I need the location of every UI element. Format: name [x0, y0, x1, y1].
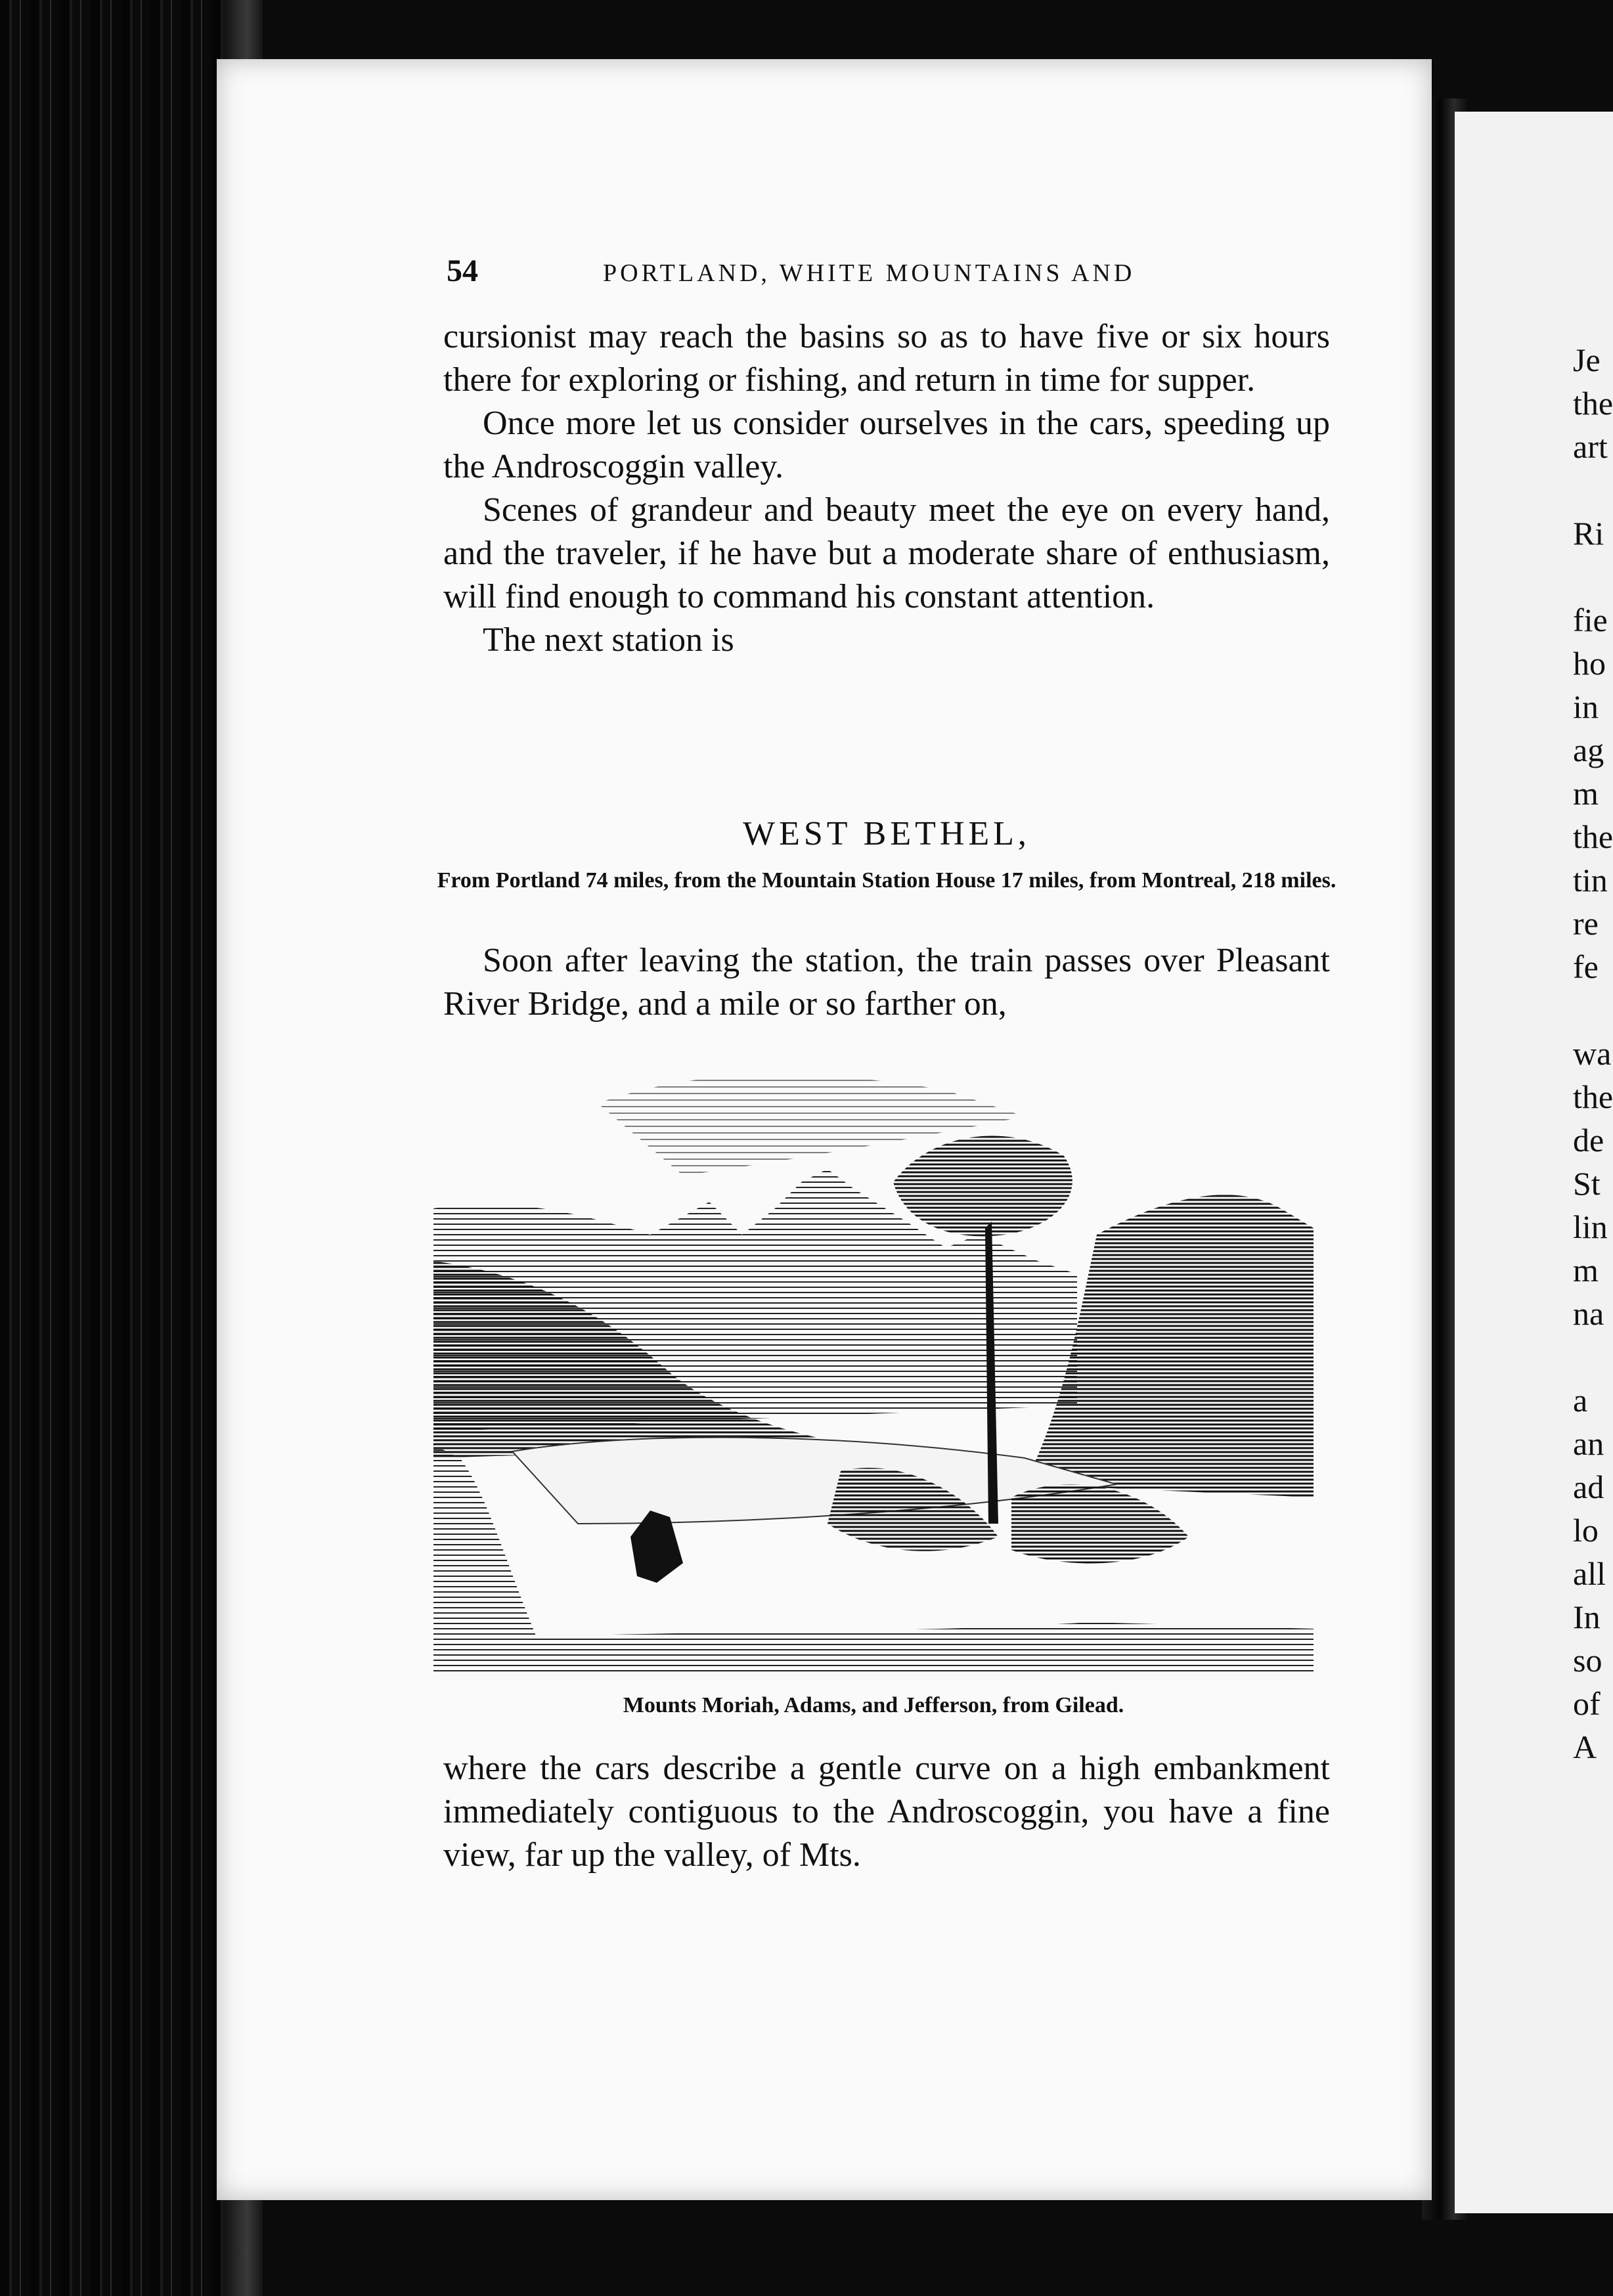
- body-text-bottom: [443, 1747, 1330, 1877]
- facing-line: St: [1573, 1165, 1601, 1202]
- facing-line: Ri: [1573, 515, 1604, 552]
- facing-line: lo: [1573, 1512, 1599, 1549]
- facing-line: A: [1573, 1729, 1597, 1765]
- station-distances: From Portland 74 miles, from the Mountain Station House 17 miles, from Montreal, 218 miles.: [437, 868, 1337, 893]
- paragraph: where the cars describe a gentle curve on a high embankment immediately contiguous to the Androscoggin, you have a fine view, far up the valley, of Mts.: [443, 1750, 1330, 1874]
- facing-line: m: [1573, 775, 1599, 812]
- facing-line: re: [1573, 905, 1599, 942]
- facing-line: lin: [1573, 1208, 1608, 1245]
- facing-line: na: [1573, 1295, 1604, 1332]
- facing-line: the: [1573, 818, 1613, 855]
- body-text-middle: [443, 939, 1330, 1026]
- body-text-top: [443, 315, 1330, 662]
- facing-line: art: [1573, 428, 1608, 465]
- facing-line: ad: [1573, 1468, 1604, 1505]
- running-head: [447, 253, 1346, 289]
- station-heading: WEST BETHEL,: [743, 815, 1030, 852]
- facing-line: [1573, 468, 1613, 512]
- facing-line: wa: [1573, 1035, 1612, 1072]
- facing-line: so: [1573, 1642, 1602, 1679]
- facing-line: fe: [1573, 948, 1599, 985]
- facing-line: of: [1573, 1685, 1601, 1722]
- running-head-title: PORTLAND, WHITE MOUNTAINS AND: [603, 259, 1136, 287]
- facing-line: Je: [1573, 342, 1601, 378]
- facing-line: the: [1573, 385, 1613, 422]
- facing-line: fie: [1573, 602, 1608, 638]
- facing-line: all: [1573, 1555, 1606, 1592]
- paragraph: The next station is: [483, 621, 734, 659]
- engraving-illustration: [433, 1064, 1314, 1675]
- facing-line: m: [1573, 1252, 1599, 1289]
- facing-line: in: [1573, 688, 1599, 725]
- facing-page-text: [1573, 338, 1613, 1769]
- facing-line: a: [1573, 1382, 1588, 1419]
- facing-line: the: [1573, 1078, 1613, 1115]
- facing-line: ag: [1573, 732, 1604, 768]
- paragraph: Scenes of grandeur and beauty meet the eye on every hand, and the traveler, if he have but a moderate share of enthusiasm, will find enough to command his constant attention.: [443, 491, 1330, 615]
- facing-line: [1573, 988, 1613, 1032]
- facing-line: ho: [1573, 645, 1606, 682]
- paragraph: cursionist may reach the basins so as to have five or six hours there for exploring or fishing, and return in time for supper.: [443, 318, 1330, 399]
- page-number: 54: [447, 254, 478, 288]
- paragraph: Soon after leaving the station, the train passes over Pleasant River Bridge, and a mile or so farther on,: [443, 942, 1330, 1023]
- facing-line: [1573, 555, 1613, 598]
- facing-line: an: [1573, 1425, 1604, 1462]
- illustration-caption: Mounts Moriah, Adams, and Jefferson, from Gilead.: [623, 1693, 1124, 1717]
- facing-line: [1573, 1335, 1613, 1379]
- paragraph: Once more let us consider ourselves in the cars, speeding up the Androscoggin valley.: [443, 405, 1330, 485]
- facing-line: tin: [1573, 862, 1608, 898]
- facing-line: de: [1573, 1122, 1604, 1159]
- facing-line: In: [1573, 1599, 1601, 1635]
